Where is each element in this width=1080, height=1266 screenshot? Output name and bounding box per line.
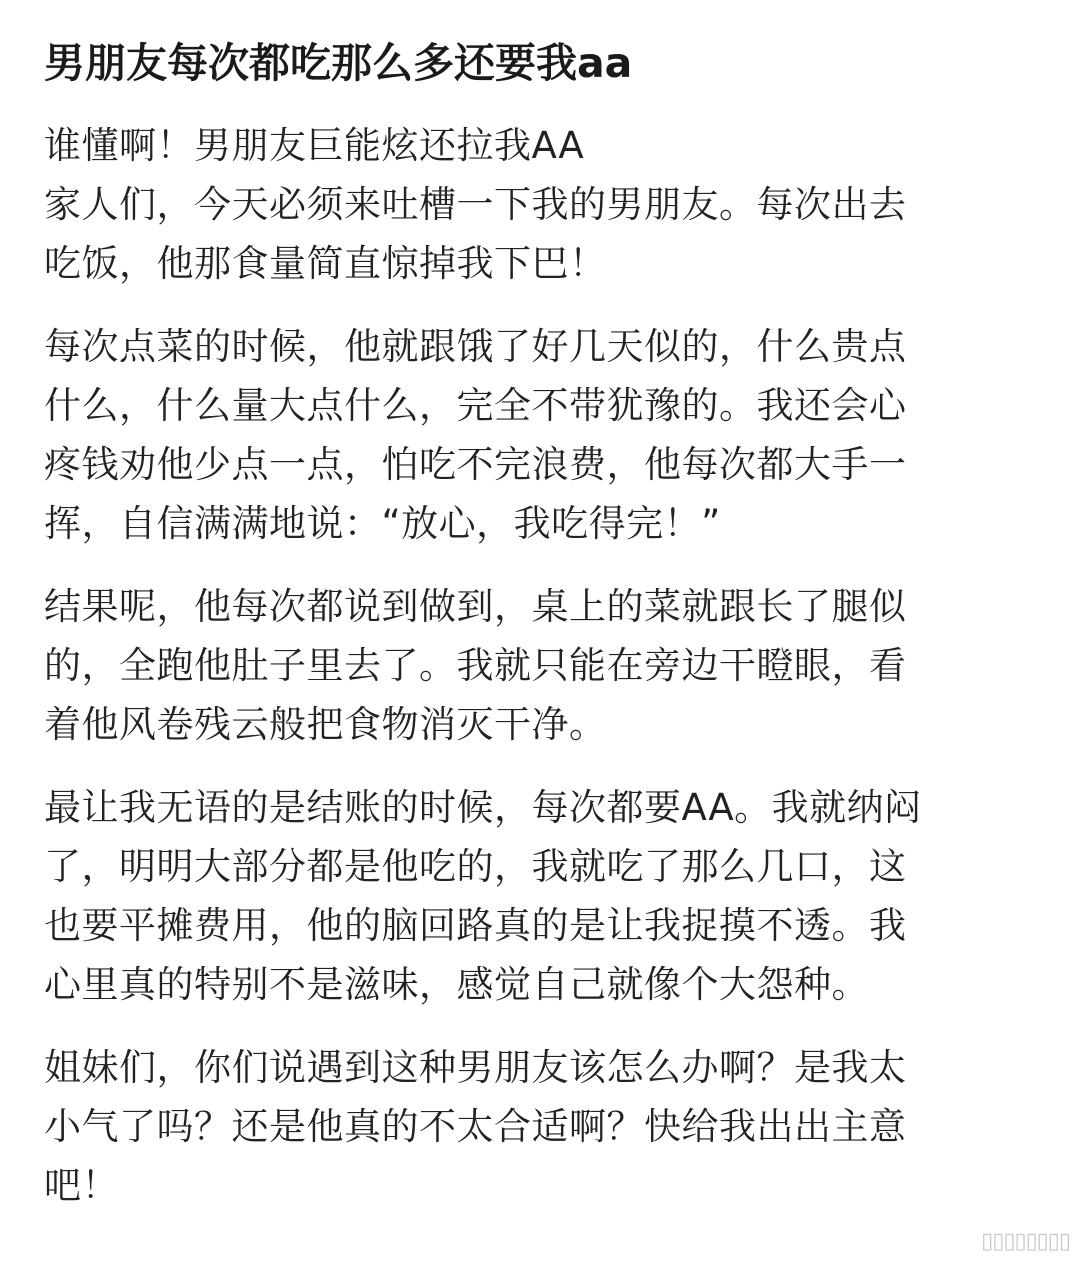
paragraph-3: [44, 577, 1024, 754]
paragraph-1: [44, 116, 1024, 293]
paragraph-line: 的，全跑他肚子里去了。我就只能在旁边干瞪眼，看: [44, 644, 907, 687]
paragraph-line: 了，明明大部分都是他吃的，我就吃了那么几口，这: [44, 845, 907, 888]
post: [44, 30, 1024, 1239]
paragraph-line: 挥，自信满满地说：“放心，我吃得完！”: [44, 502, 721, 545]
paragraph-line: 谁懂啊！男朋友巨能炫还拉我AA: [44, 124, 585, 167]
paragraph-line: 家人们，今天必须来吐槽一下我的男朋友。每次出去: [44, 183, 907, 226]
paragraph-line: 结果呢，他每次都说到做到，桌上的菜就跟长了腿似: [44, 585, 907, 628]
post-body: [44, 116, 1024, 1215]
paragraph-line: 吃饭，他那食量简直惊掉我下巴！: [44, 242, 607, 285]
paragraph-4: [44, 778, 1024, 1014]
paragraph-line: 着他风卷残云般把食物消灭干净。: [44, 703, 607, 746]
paragraph-line: 最让我无语的是结账的时候，每次都要AA。我就纳闷: [44, 786, 922, 829]
watermark-glyph: ▯▯▯▯▯▯▯▯: [981, 1229, 1070, 1254]
paragraph-line: 什么，什么量大点什么，完全不带犹豫的。我还会心: [44, 384, 907, 427]
paragraph-line: 小气了吗？还是他真的不太合适啊？快给我出出主意: [44, 1105, 907, 1148]
paragraph-5: [44, 1038, 1024, 1215]
paragraph-line: 也要平摊费用，他的脑回路真的是让我捉摸不透。我: [44, 904, 907, 947]
post-title: 男朋友每次都吃那么多还要我aa: [44, 39, 633, 87]
paragraph-line: 姐妹们，你们说遇到这种男朋友该怎么办啊？是我太: [44, 1046, 907, 1089]
paragraph-2: [44, 317, 1024, 553]
paragraph-line: 吧！: [44, 1164, 119, 1207]
paragraph-line: 每次点菜的时候，他就跟饿了好几天似的，什么贵点: [44, 325, 907, 368]
paragraph-line: 心里真的特别不是滋味，感觉自己就像个大怨种。: [44, 963, 869, 1006]
paragraph-line: 疼钱劝他少点一点，怕吃不完浪费，他每次都大手一: [44, 443, 907, 486]
